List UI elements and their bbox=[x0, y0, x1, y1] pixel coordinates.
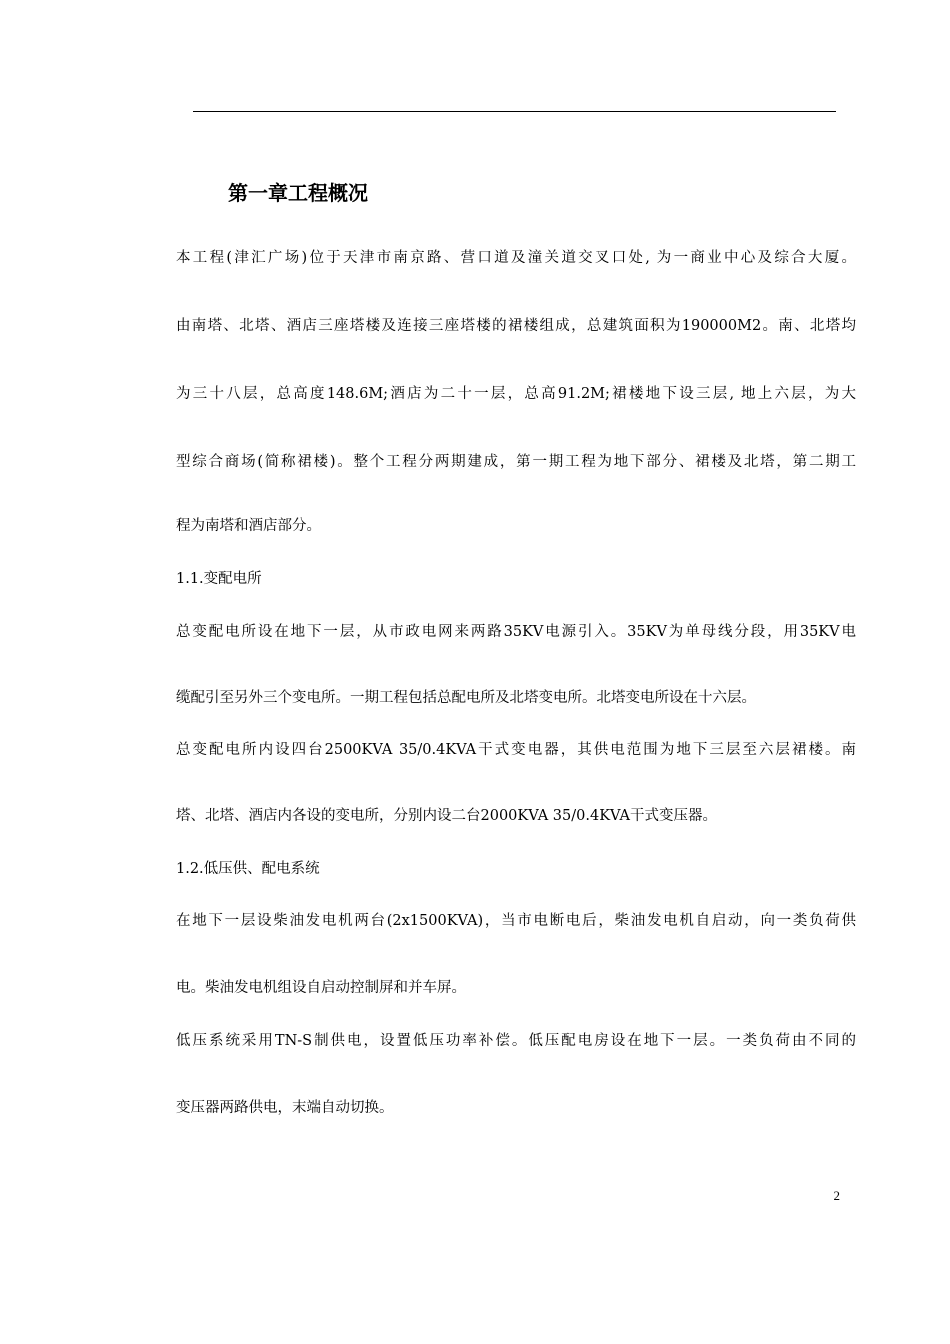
body-line-13: 变压器两路供电，末端自动切换。 bbox=[176, 1100, 394, 1116]
body-line-7: 缆配引至另外三个变电所。一期工程包括总配电所及北塔变电所。北塔变电所设在十六层。 bbox=[176, 690, 756, 706]
body-line-6: 总变配电所设在地下一层，从市政电网来两路35KV电源引入。35KV为单母线分段，用35KV电 bbox=[176, 624, 856, 640]
body-line-2: 由南塔、北塔、酒店三座塔楼及连接三座塔楼的裙楼组成，总建筑面积为190000M2。南、北塔均 bbox=[176, 318, 856, 334]
section-heading-1-2: 1.2.低压供、配电系统 bbox=[176, 861, 320, 877]
chapter-title: 第一章工程概况 bbox=[228, 181, 368, 205]
body-line-3: 为三十八层，总高度148.6M;酒店为二十一层，总高91.2M;裙楼地下设三层, 地上六层，为大 bbox=[176, 386, 856, 402]
body-line-9: 塔、北塔、酒店内各设的变电所，分别内设二台2000KVA 35/0.4KVA干式变压器。 bbox=[176, 808, 717, 824]
body-line-5: 程为南塔和酒店部分。 bbox=[176, 518, 321, 534]
body-line-12: 低压系统采用TN-S制供电，设置低压功率补偿。低压配电房设在地下一层。一类负荷由不同的 bbox=[176, 1033, 856, 1049]
header-rule bbox=[193, 111, 836, 112]
body-line-1: 本工程(津汇广场)位于天津市南京路、营口道及潼关道交叉口处, 为一商业中心及综合大厦。 bbox=[176, 250, 856, 266]
body-line-11: 电。柴油发电机组设自启动控制屏和并车屏。 bbox=[176, 980, 466, 996]
body-line-4: 型综合商场(简称裙楼)。整个工程分两期建成，第一期工程为地下部分、裙楼及北塔，第二期工 bbox=[176, 454, 856, 470]
section-heading-1-1: 1.1.变配电所 bbox=[176, 571, 262, 587]
body-line-8: 总变配电所内设四台2500KVA 35/0.4KVA干式变电器，其供电范围为地下三层至六层裙楼。南 bbox=[176, 742, 856, 758]
page-number: 2 bbox=[833, 1188, 840, 1203]
body-line-10: 在地下一层设柴油发电机两台(2x1500KVA)，当市电断电后，柴油发电机自启动，向一类负荷供 bbox=[176, 913, 856, 929]
